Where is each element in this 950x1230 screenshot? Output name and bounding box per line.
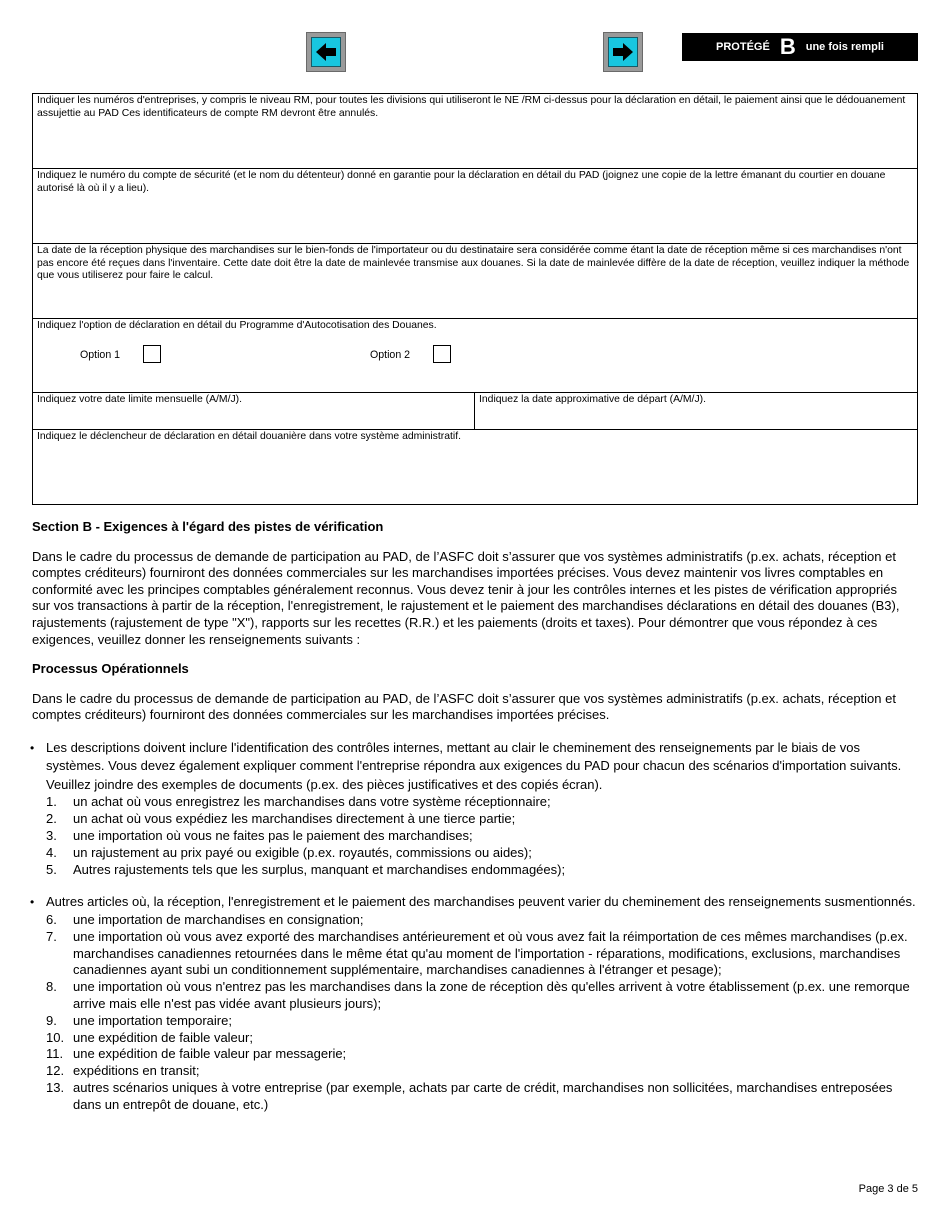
list-item-text: expéditions en transit; <box>73 1063 200 1079</box>
list-item-text: une importation de marchandises en consignation; <box>73 911 364 927</box>
bullet-1 <box>32 739 918 795</box>
section-b-paragraph-1: Dans le cadre du processus de demande de participation au PAD, de l’ASFC doit s’assurer que vos systèmes administratifs (p.ex. achats, réception et comptes créditeurs) fourniront des données commerciales sur les marchandises importées précises. Vous devez maintenir vos livres comptables en conformité avec les principes comptables généralement reconnus. Vous devez tenir à jour les contrôles internes et les pistes de vérification appropriés sur vos transactions à partir de la réception, l'enregistrement, le rajustement et le paiement des marchandises déclarations en détail des douanes (B3), rajustements (rajustement de type "X"), rapports sur les recettes (R.R.) et les paiements (droits et taxes). Pour démontrer que vous répondez à ces exigences, veuillez donner les renseignements suivants : <box>32 548 900 647</box>
arrow-left-icon <box>314 41 338 63</box>
list-item-number: 12. <box>46 1063 65 1079</box>
list-item <box>32 1046 918 1063</box>
arrow-right-icon <box>611 41 635 63</box>
protected-label: PROTÉGÉ <box>716 41 770 53</box>
bullet-1-text: Les descriptions doivent inclure l'identification des contrôles internes, mettant au clair le cheminement des renseignements par le biais de vos systèmes. Vous devez également expliquer comment l'entreprise répondra aux exigences du PAD pour chacun des scénarios d'importation suivants. Veuillez joindre des exemples de documents (p.ex. des pièces justificatives et des copiés écran). <box>46 739 902 792</box>
list-item-number: 9. <box>46 1012 57 1028</box>
receipt-date-field[interactable] <box>33 244 917 319</box>
trigger-label: Indiquez le déclencheur de déclaration en détail douanière dans votre système administratif. <box>37 431 461 442</box>
option-1-label: Option 1 <box>80 349 121 361</box>
list-item <box>32 1030 918 1047</box>
list-item-number: 7. <box>46 928 57 944</box>
monthly-deadline-label: Indiquez votre date limite mensuelle (A/M/J). <box>37 394 243 405</box>
accounting-option-label: Indiquez l'option de déclaration en détail du Programme d'Autocotisation des Douanes. <box>37 320 437 331</box>
list-item-number: 4. <box>46 844 57 860</box>
list-item-text: un achat où vous expédiez les marchandises directement à une tierce partie; <box>73 811 516 827</box>
list-item-text: une expédition de faible valeur par messagerie; <box>73 1046 347 1062</box>
protected-suffix: une fois rempli <box>805 41 884 53</box>
bullet-2 <box>32 893 918 912</box>
list-item-text: un rajustement au prix payé ou exigible (p.ex. royautés, commissions ou aides); <box>73 844 532 860</box>
protected-letter: B <box>779 34 796 59</box>
scenario-list-1 <box>32 794 918 878</box>
operational-processes-title: Processus Opérationnels <box>32 661 189 677</box>
list-item <box>32 862 918 879</box>
list-item-number: 11. <box>46 1046 64 1062</box>
list-item-text: une expédition de faible valeur; <box>73 1029 253 1045</box>
list-item-text: un achat où vous enregistrez les marchandises dans votre système réceptionnaire; <box>73 794 551 810</box>
list-item <box>32 1013 918 1030</box>
business-numbers-field[interactable] <box>33 94 917 169</box>
dates-row <box>33 393 917 430</box>
business-numbers-label: Indiquer les numéros d'entreprises, y compris le niveau RM, pour toutes les divisions qui utiliseront le NE /RM ci-dessus pour la déclaration en détail, le paiement ainsi que le dédouanement assujettie au PAD Ces identificateurs de compte RM devront être annulés. <box>37 95 906 119</box>
list-item-text: Autres rajustements tels que les surplus, manquant et marchandises endommagées); <box>73 861 566 877</box>
list-item <box>32 1063 918 1080</box>
trigger-field[interactable] <box>33 430 917 504</box>
list-item-text: une importation où vous n'entrez pas les marchandises dans la zone de réception dès qu'elles arrivent à votre établissement (p.ex. une remorque arrive mais elle n'est pas vidée avant plusieurs jours); <box>73 979 910 1011</box>
list-item-number: 6. <box>46 911 57 927</box>
list-item <box>32 929 918 979</box>
list-item <box>32 1080 918 1114</box>
accounting-option-field <box>33 319 917 393</box>
list-item <box>32 979 918 1013</box>
next-page-button[interactable] <box>603 32 643 72</box>
list-item-text: autres scénarios uniques à votre entreprise (par exemple, achats par carte de crédit, marchandises non sollicitées, marchandises entreposées dans un entrepôt de douane, etc.) <box>73 1079 893 1112</box>
list-item-number: 2. <box>46 811 57 827</box>
section-b-paragraph-2: Dans le cadre du processus de demande de participation au PAD, de l’ASFC doit s’assurer que vos systèmes administratifs (p.ex. achats, réception et comptes créditeurs) fourniront des données commerciales sur les marchandises importées précises. <box>32 690 896 723</box>
list-item <box>32 828 918 845</box>
list-item-number: 8. <box>46 979 57 995</box>
start-date-label: Indiquez la date approximative de départ (A/M/J). <box>479 394 706 405</box>
bullet-2-text: Autres articles où, la réception, l'enregistrement et le paiement des marchandises peuvent varier du cheminement des renseignements susmentionnés. <box>46 894 916 910</box>
receipt-date-label: La date de la réception physique des marchandises sur le bien-fonds de l'importateur ou du destinataire sera considérée comme étant la date de réception même si ces marchandises n'ont pas encore été reçues dans l'inventaire. Cette date doit être la date de mainlevée transmise aux douanes. Si la date de mainlevée diffère de la date de réception, veuillez indiquer la méthode que vous utiliserez pour faire le calcul. <box>37 245 910 282</box>
page-number: Page 3 de 5 <box>858 1183 918 1195</box>
list-item-number: 3. <box>46 828 57 844</box>
list-item-number: 1. <box>46 794 57 810</box>
list-item <box>32 912 918 929</box>
list-item-number: 5. <box>46 861 57 877</box>
start-date-field[interactable] <box>475 393 917 429</box>
security-account-label: Indiquez le numéro du compte de sécurité (et le nom du détenteur) donné en garantie pour la déclaration en détail du PAD (joignez une copie de la lettre émanant du courtier en douane autorisé là où il y a lieu). <box>37 170 886 194</box>
list-item-text: une importation temporaire; <box>73 1012 232 1028</box>
list-item <box>32 794 918 811</box>
list-item <box>32 811 918 828</box>
security-account-field[interactable] <box>33 169 917 244</box>
option-2-checkbox[interactable] <box>433 345 451 363</box>
list-item-text: une importation où vous avez exporté des marchandises antérieurement et où vous avez fait la réimportation de ces mêmes marchandises (p.ex. marchandises canadiennes retournées dans le même état qu'au moment de l'importation - réparations, modifications, exclusions, marchandises canadiennes ayant subi un conditionnement supplémentaire, marchandises canadiennes à l'étranger et pesage); <box>73 928 908 978</box>
option-2-label: Option 2 <box>370 349 411 361</box>
protected-b-banner <box>682 33 918 61</box>
list-item-number: 13. <box>46 1079 65 1095</box>
section-b <box>32 519 918 1113</box>
list-item <box>32 845 918 862</box>
form-table <box>32 93 918 505</box>
bullet-icon: • <box>30 740 35 755</box>
bullet-icon: • <box>30 895 35 910</box>
scenario-list-2 <box>32 912 918 1114</box>
list-item-number: 10. <box>46 1029 65 1045</box>
list-item-text: une importation où vous ne faites pas le paiement des marchandises; <box>73 828 473 844</box>
section-b-title: Section B - Exigences à l'égard des pistes de vérification <box>32 519 384 534</box>
option-1-checkbox[interactable] <box>143 345 161 363</box>
previous-page-button[interactable] <box>306 32 346 72</box>
monthly-deadline-field[interactable] <box>33 393 475 429</box>
